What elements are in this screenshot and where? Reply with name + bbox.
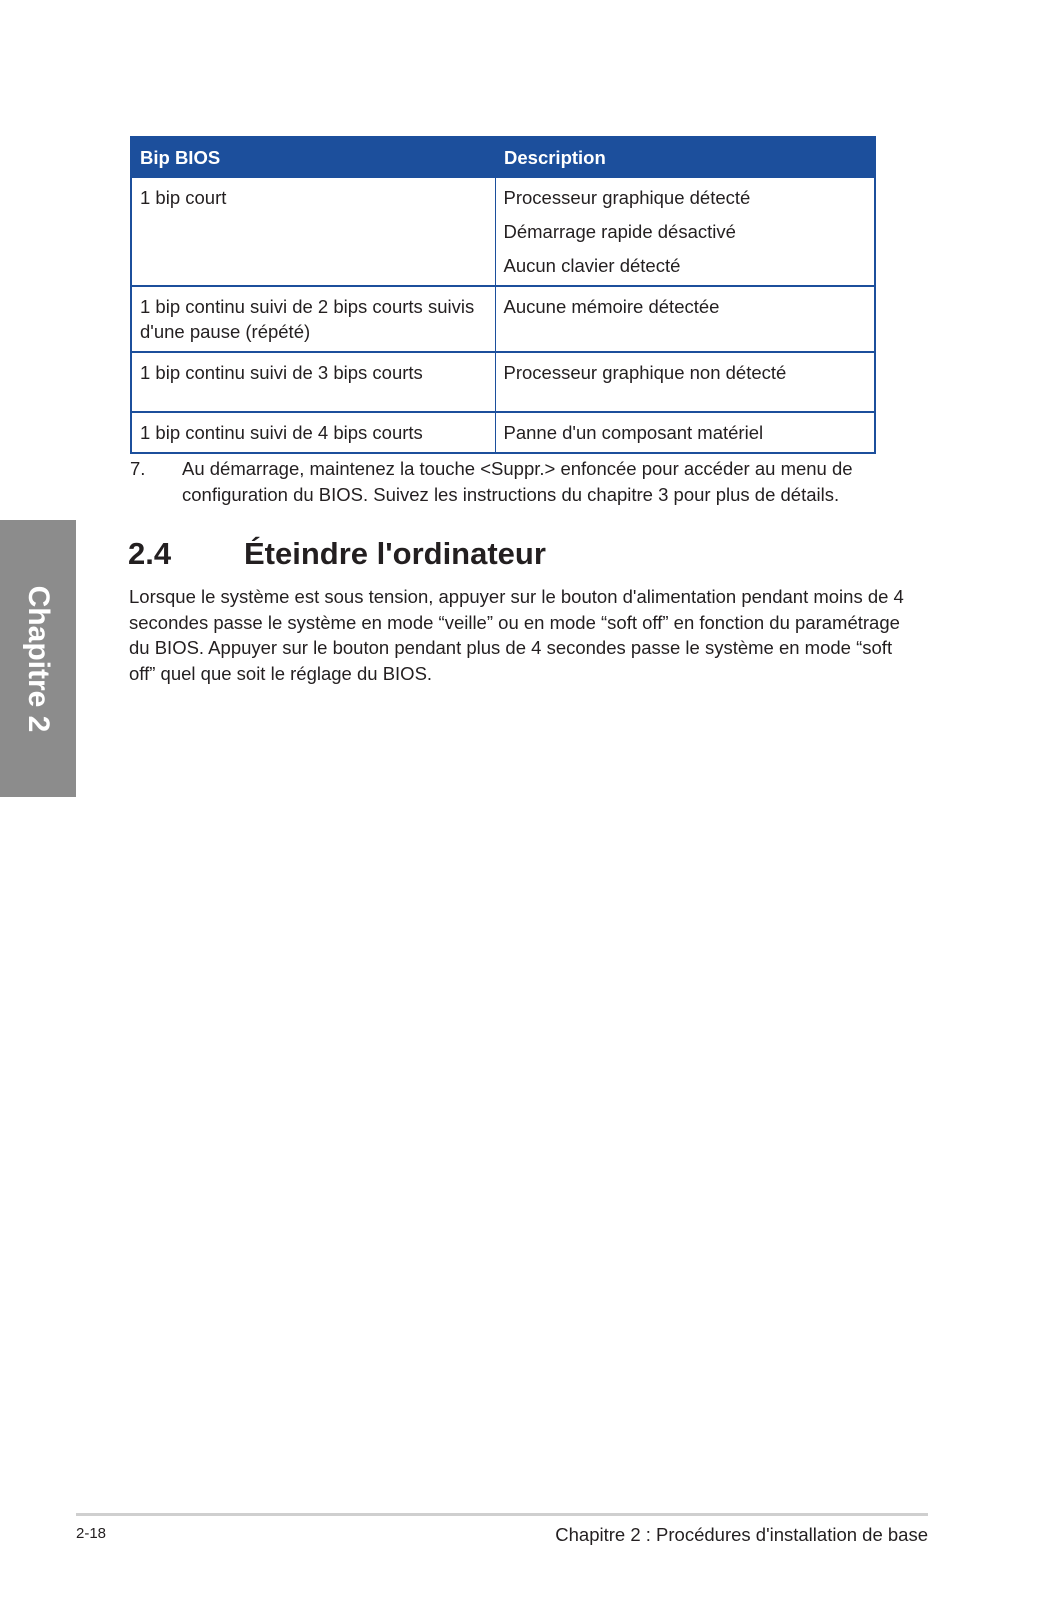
section-body-paragraph: Lorsque le système est sous tension, appuyer sur le bouton d'alimentation pendant moins de 4 secondes passe le système en mode “veille” ou en mode “soft off” en fonction du paramétrage du BIOS. Appuyer sur le bouton pendant plus de 4 secondes passe le système en mode “soft off” quel que soit le réglage du BIOS.	[129, 586, 904, 684]
beep-cell: 1 bip continu suivi de 4 bips courts	[131, 412, 495, 453]
description-line: Aucune mémoire détectée	[503, 296, 720, 317]
table-header-description: Description	[495, 137, 875, 177]
section-heading	[128, 536, 546, 572]
table-header-row	[131, 137, 875, 177]
section-title: Éteindre l'ordinateur	[244, 536, 546, 571]
description-cell	[495, 177, 875, 286]
description-line: Processeur graphique détecté	[503, 187, 751, 208]
beep-cell: 1 bip court	[131, 177, 495, 286]
description-line: Aucun clavier détecté	[503, 255, 681, 276]
description-line: Démarrage rapide désactivé	[503, 221, 736, 242]
table-header-beep: Bip BIOS	[131, 137, 495, 177]
table-row	[131, 286, 875, 352]
description-cell	[495, 412, 875, 453]
table-row	[131, 177, 875, 286]
step-7	[130, 456, 890, 508]
footer-divider	[76, 1513, 928, 1516]
beep-cell: 1 bip continu suivi de 3 bips courts	[131, 352, 495, 412]
description-line: Panne d'un composant matériel	[503, 422, 764, 443]
chapter-side-tab	[0, 520, 76, 797]
table-row	[131, 352, 875, 412]
description-cell	[495, 352, 875, 412]
page-number: 2-18	[76, 1525, 107, 1542]
beep-cell: 1 bip continu suivi de 2 bips courts suivis d'une pause (répété)	[131, 286, 495, 352]
step-text: Au démarrage, maintenez la touche <Suppr.> enfoncée pour accéder au menu de configuration du BIOS. Suivez les instructions du chapitre 3 pour plus de détails.	[182, 458, 853, 505]
table-row	[131, 412, 875, 453]
section-number: 2.4	[128, 536, 172, 571]
step-number: 7.	[130, 458, 146, 479]
description-cell	[495, 286, 875, 352]
chapter-side-tab-label: Chapitre 2	[22, 585, 55, 732]
footer-chapter-title: Chapitre 2 : Procédures d'installation de base	[555, 1524, 928, 1545]
bios-beep-table	[130, 136, 876, 454]
description-line: Processeur graphique non détecté	[503, 362, 787, 383]
